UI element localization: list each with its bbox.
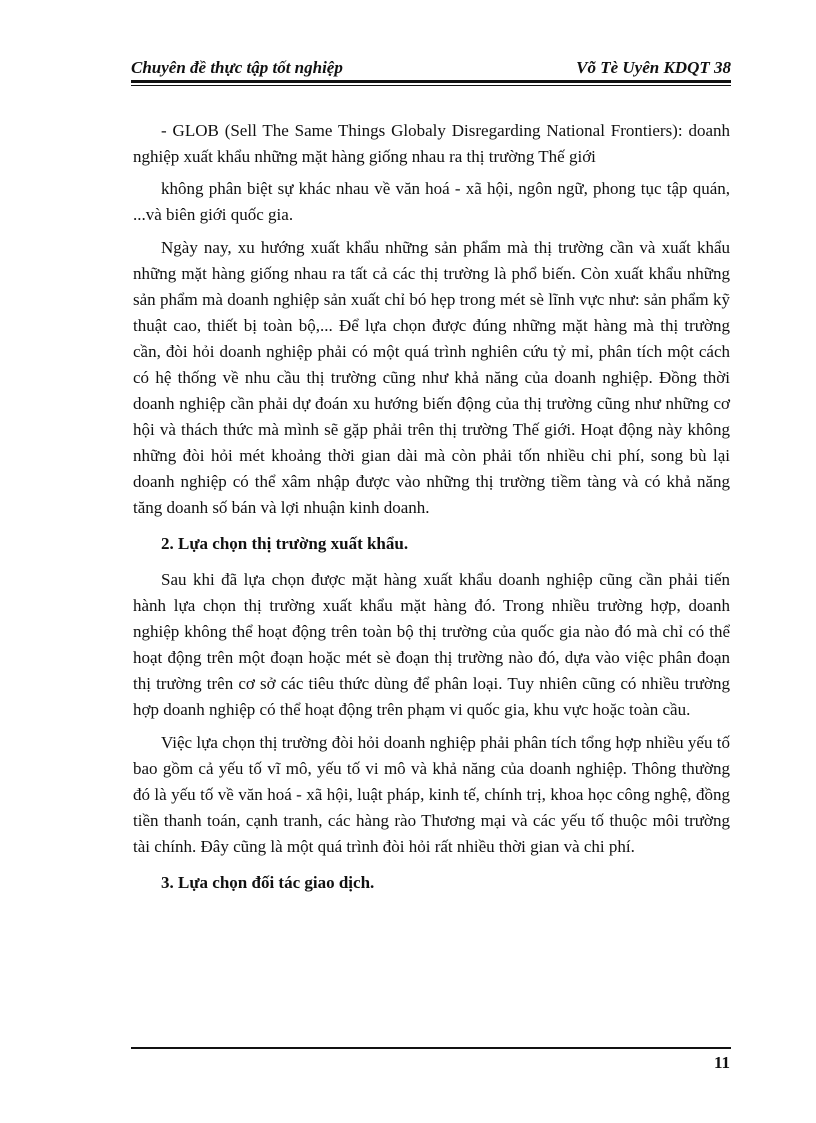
paragraph-market-analysis: Việc lựa chọn thị trường đòi hỏi doanh nghiệp phải phân tích tổng hợp nhiều yếu tố bao gồm cả yếu tố vĩ mô, yếu tố vi mô và khả năng của doanh nghiệp. Thông thường đó là yếu tố về văn hoá - xã hội, luật pháp, kinh tế, chính trị, khoa học công nghệ, đồng tiền thanh toán, cạnh tranh, các hàng rào Thương mại và các yếu tố thuộc môi trường tài chính. Đây cũng là một quá trình đòi hỏi rất nhiều thời gian và chi phí. <box>133 733 730 856</box>
page-number: 11 <box>713 1053 730 1072</box>
paragraph-glob: - GLOB (Sell The Same Things Globaly Disregarding National Frontiers): doanh nghiệp xuất khẩu những mặt hàng giống nhau ra thị trường Thế giới <box>133 121 730 166</box>
section-heading-2: 2. Lựa chọn thị trường xuất khẩu. <box>161 534 409 553</box>
header-title: Chuyên đề thực tập tốt nghiệp <box>131 58 343 77</box>
page-header <box>131 50 731 78</box>
footer-rule <box>131 1047 731 1049</box>
header-author: Võ Tè Uyên KDQT 38 <box>576 58 731 77</box>
paragraph-market-selection: Sau khi đã lựa chọn được mặt hàng xuất khẩu doanh nghiệp cũng cần phải tiến hành lựa chọn thị trường xuất khẩu mặt hàng đó. Trong nhiều trường hợp, doanh nghiệp không thể hoạt động trên toàn bộ thị trường của quốc gia nào đó mà chỉ có thể hoạt động trên một đoạn hoặc mét sè đoạn thị trường nào đó, dựa vào việc phân đoạn thị trường trên cơ sở các tiêu thức dùng để phân loại. Tuy nhiên cũng có nhiều trường hợp doanh nghiệp có thể hoạt động trên phạm vi quốc gia, khu vực hoặc toàn cầu. <box>133 570 730 719</box>
paragraph-glob-continued: không phân biệt sự khác nhau về văn hoá - xã hội, ngôn ngữ, phong tục tập quán, ...và biên giới quốc gia. <box>133 179 730 224</box>
header-rule-thin <box>131 85 731 86</box>
header-rule-thick <box>131 80 731 83</box>
paragraph-trend: Ngày nay, xu hướng xuất khẩu những sản phẩm mà thị trường cần và xuất khẩu những mặt hàng giống nhau ra tất cả các thị trường là phổ biến. Còn xuất khẩu những sản phẩm mà doanh nghiệp sản xuất chỉ bó hẹp trong mét sè lĩnh vực như: sản phẩm kỹ thuật cao, thiết bị toàn bộ,... Để lựa chọn được đúng những mặt hàng mà thị trường cần, đòi hỏi doanh nghiệp phải có một quá trình nghiên cứu tỷ mỉ, phân tích một cách có hệ thống về nhu cầu thị trường cũng như khả năng của doanh nghiệp. Đồng thời doanh nghiệp cần phải dự đoán xu hướng biến động của thị trường cũng như những cơ hội và thách thức mà mình sẽ gặp phải trên thị trường Thế giới. Hoạt động này không những đòi hỏi mét khoảng thời gian dài mà còn phải tốn nhiều chi phí, song bù lại doanh nghiệp có thể xâm nhập được vào những thị trường tiềm tàng và có khả năng tăng doanh số bán và lợi nhuận kinh doanh. <box>133 238 730 517</box>
page-body <box>133 118 730 906</box>
section-heading-3: 3. Lựa chọn đối tác giao dịch. <box>161 873 375 892</box>
